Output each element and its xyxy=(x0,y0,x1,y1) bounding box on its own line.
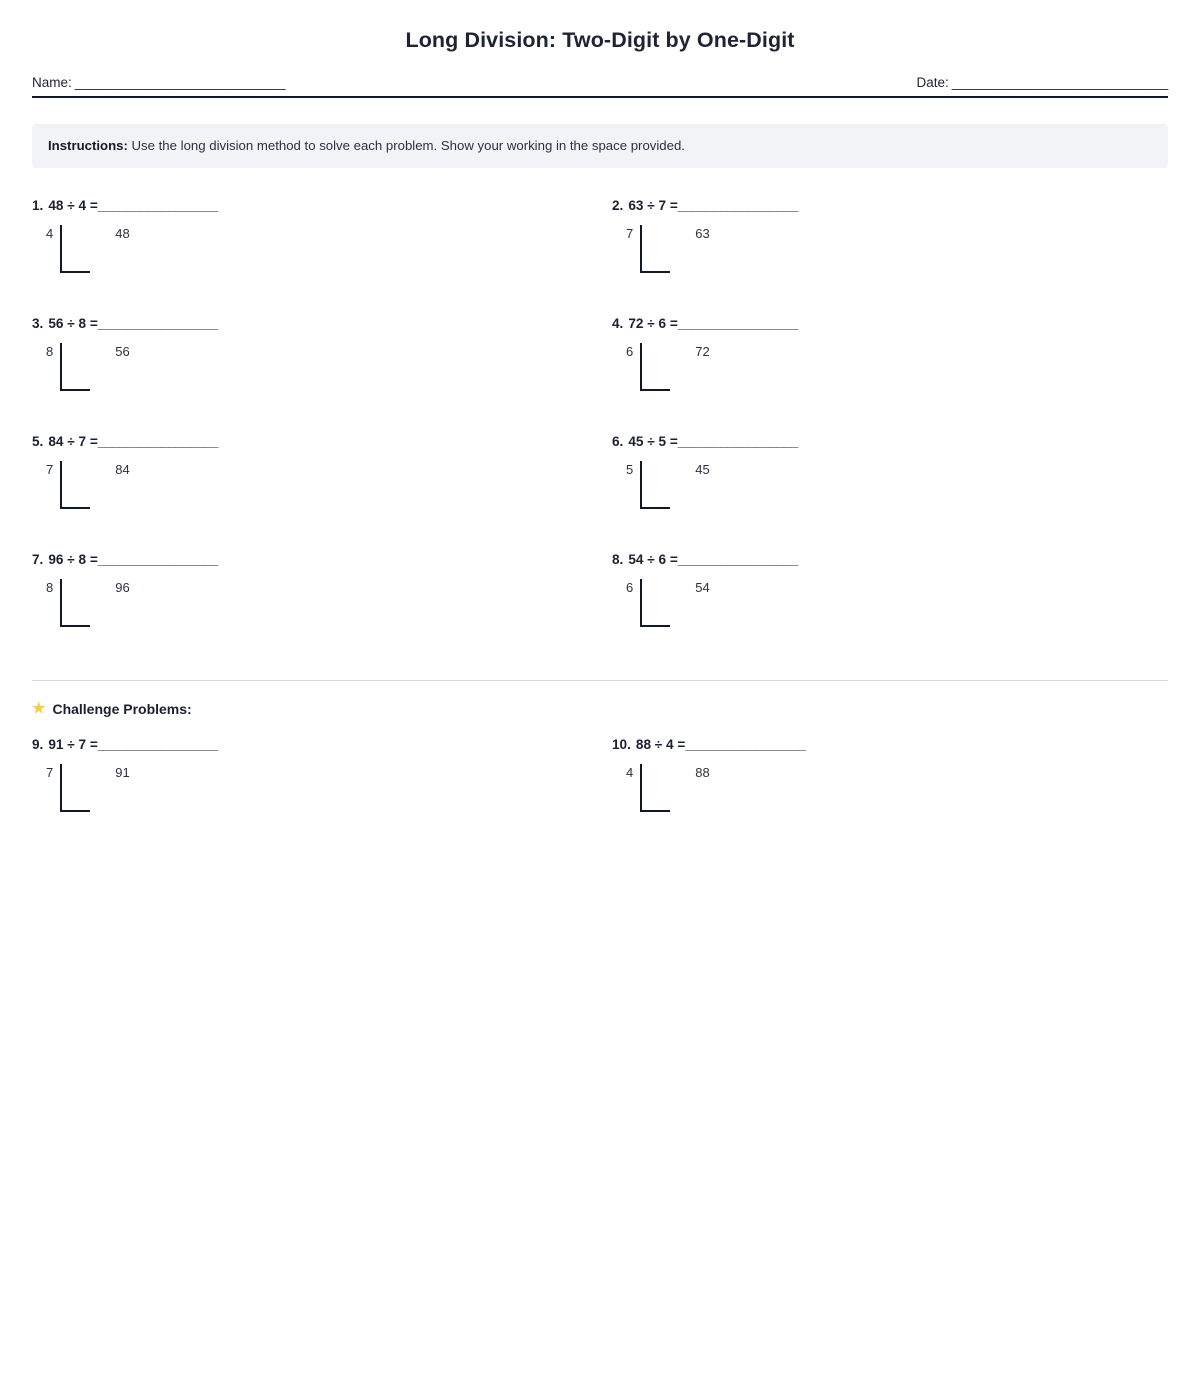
problem-8-expression: 54 ÷ 6 = xyxy=(628,551,678,567)
problem-8-head xyxy=(612,552,1192,567)
bracket-horizontal-line xyxy=(640,625,670,627)
bracket-vertical-line xyxy=(60,764,62,812)
problem-10-divisor: 4 xyxy=(626,764,634,780)
date-field[interactable] xyxy=(916,75,1168,90)
problem-5-long-division xyxy=(46,461,612,523)
bracket-vertical-line xyxy=(640,461,642,509)
problem-3-divisor: 8 xyxy=(46,343,54,359)
problem-9-divisor: 7 xyxy=(46,764,54,780)
bracket-vertical-line xyxy=(60,343,62,391)
problem-3-number: 3. xyxy=(32,315,44,331)
problem-7-dividend: 96 xyxy=(115,579,130,595)
problem-8-dividend: 54 xyxy=(695,579,710,595)
problem-2-long-division xyxy=(626,225,1192,287)
problem-6 xyxy=(612,434,1192,552)
bracket-vertical-line xyxy=(60,579,62,627)
problem-8-number: 8. xyxy=(612,551,624,567)
problem-9-head xyxy=(32,737,612,752)
problem-6-number: 6. xyxy=(612,433,624,449)
problem-7-expression: 96 ÷ 8 = xyxy=(48,551,98,567)
challenge-heading xyxy=(32,701,1168,717)
problem-6-head xyxy=(612,434,1192,449)
bracket-horizontal-line xyxy=(640,271,670,273)
bracket-horizontal-line xyxy=(60,810,90,812)
problem-4-divisor: 6 xyxy=(626,343,634,359)
problem-1-expression: 48 ÷ 4 = xyxy=(48,197,98,213)
problem-5-divisor: 7 xyxy=(46,461,54,477)
bracket-vertical-line xyxy=(640,343,642,391)
division-bracket-icon xyxy=(60,579,106,637)
bracket-horizontal-line xyxy=(640,389,670,391)
problem-10-answer-blank[interactable]: _________________ xyxy=(685,736,806,752)
problem-4-head xyxy=(612,316,1192,331)
problem-7-number: 7. xyxy=(32,551,44,567)
header-divider xyxy=(32,96,1168,98)
problem-1-answer-blank[interactable]: _________________ xyxy=(97,197,218,213)
problem-8-answer-blank[interactable]: _________________ xyxy=(677,551,798,567)
name-blank-line[interactable]: ______________________________ xyxy=(74,75,286,90)
bracket-vertical-line xyxy=(640,579,642,627)
problem-2-answer-blank[interactable]: _________________ xyxy=(677,197,798,213)
bracket-horizontal-line xyxy=(60,625,90,627)
problem-2-expression: 63 ÷ 7 = xyxy=(628,197,678,213)
problem-2 xyxy=(612,198,1192,316)
problem-3-expression: 56 ÷ 8 = xyxy=(48,315,98,331)
bracket-horizontal-line xyxy=(640,810,670,812)
date-label: Date: xyxy=(916,75,949,90)
problem-5 xyxy=(32,434,612,552)
problem-2-divisor: 7 xyxy=(626,225,634,241)
problem-8 xyxy=(612,552,1192,670)
problem-6-long-division xyxy=(626,461,1192,523)
bracket-horizontal-line xyxy=(60,389,90,391)
problem-9-number: 9. xyxy=(32,736,44,752)
problem-6-divisor: 5 xyxy=(626,461,634,477)
bracket-horizontal-line xyxy=(60,271,90,273)
problem-10-expression: 88 ÷ 4 = xyxy=(635,736,686,752)
problem-8-long-division xyxy=(626,579,1192,641)
challenge-heading-label: Challenge Problems: xyxy=(52,700,192,717)
problem-2-dividend: 63 xyxy=(695,225,710,241)
problem-9-answer-blank[interactable]: _________________ xyxy=(97,736,218,752)
problem-5-expression: 84 ÷ 7 = xyxy=(48,433,98,449)
name-field[interactable] xyxy=(32,75,285,90)
problem-5-dividend: 84 xyxy=(115,461,130,477)
problem-1-long-division xyxy=(46,225,612,287)
page-title: Long Division: Two-Digit by One-Digit xyxy=(405,28,795,52)
bracket-horizontal-line xyxy=(640,507,670,509)
instructions-text: Use the long division method to solve each problem. Show your working in the space provided. xyxy=(127,138,685,153)
problem-9 xyxy=(32,737,612,855)
bracket-vertical-line xyxy=(640,225,642,273)
problem-5-answer-blank[interactable]: _________________ xyxy=(97,433,218,449)
problem-7 xyxy=(32,552,612,670)
instructions-box xyxy=(32,124,1168,168)
division-bracket-icon xyxy=(60,225,106,283)
bracket-horizontal-line xyxy=(60,507,90,509)
division-bracket-icon xyxy=(60,764,106,822)
division-bracket-icon xyxy=(640,343,686,401)
problem-grid xyxy=(32,198,1168,670)
problem-9-expression: 91 ÷ 7 = xyxy=(48,736,98,752)
name-date-row xyxy=(32,75,1168,96)
problem-8-divisor: 6 xyxy=(626,579,634,595)
challenge-problem-grid xyxy=(32,737,1168,855)
problem-10-number: 10. xyxy=(612,736,631,752)
problem-3-dividend: 56 xyxy=(115,343,130,359)
problem-7-long-division xyxy=(46,579,612,641)
division-bracket-icon xyxy=(60,461,106,519)
problem-1-number: 1. xyxy=(32,197,44,213)
bracket-vertical-line xyxy=(640,764,642,812)
division-bracket-icon xyxy=(640,461,686,519)
problem-10-head xyxy=(612,737,1192,752)
problem-5-head xyxy=(32,434,612,449)
problem-4-number: 4. xyxy=(612,315,624,331)
problem-3 xyxy=(32,316,612,434)
problem-10-dividend: 88 xyxy=(695,764,710,780)
problem-4-answer-blank[interactable]: _________________ xyxy=(677,315,798,331)
bracket-vertical-line xyxy=(60,461,62,509)
problem-1 xyxy=(32,198,612,316)
problem-4-expression: 72 ÷ 6 = xyxy=(628,315,678,331)
problem-10 xyxy=(612,737,1192,855)
problem-7-answer-blank[interactable]: _________________ xyxy=(97,551,218,567)
problem-1-divisor: 4 xyxy=(46,225,54,241)
problem-9-dividend: 91 xyxy=(115,764,130,780)
problem-1-dividend: 48 xyxy=(115,225,130,241)
problem-4-long-division xyxy=(626,343,1192,405)
problem-7-head xyxy=(32,552,612,567)
problem-7-divisor: 8 xyxy=(46,579,54,595)
problem-9-long-division xyxy=(46,764,612,826)
star-icon: ★ xyxy=(32,700,46,718)
problem-5-number: 5. xyxy=(32,433,44,449)
problem-3-long-division xyxy=(46,343,612,405)
instructions-label: Instructions: xyxy=(48,138,128,153)
bracket-vertical-line xyxy=(60,225,62,273)
problem-3-head xyxy=(32,316,612,331)
problem-2-head xyxy=(612,198,1192,213)
problem-6-dividend: 45 xyxy=(695,461,710,477)
division-bracket-icon xyxy=(640,579,686,637)
problem-2-number: 2. xyxy=(612,197,624,213)
problem-4-dividend: 72 xyxy=(695,343,710,359)
problem-10-long-division xyxy=(626,764,1192,826)
name-label: Name: xyxy=(32,75,72,90)
date-blank-line[interactable]: ______________________________ xyxy=(951,75,1168,90)
problem-6-expression: 45 ÷ 5 = xyxy=(628,433,678,449)
division-bracket-icon xyxy=(640,764,686,822)
division-bracket-icon xyxy=(640,225,686,283)
problem-4 xyxy=(612,316,1192,434)
problem-1-head xyxy=(32,198,612,213)
problem-3-answer-blank[interactable]: _________________ xyxy=(97,315,218,331)
division-bracket-icon xyxy=(60,343,106,401)
challenge-section-divider xyxy=(32,680,1168,681)
problem-6-answer-blank[interactable]: _________________ xyxy=(677,433,798,449)
